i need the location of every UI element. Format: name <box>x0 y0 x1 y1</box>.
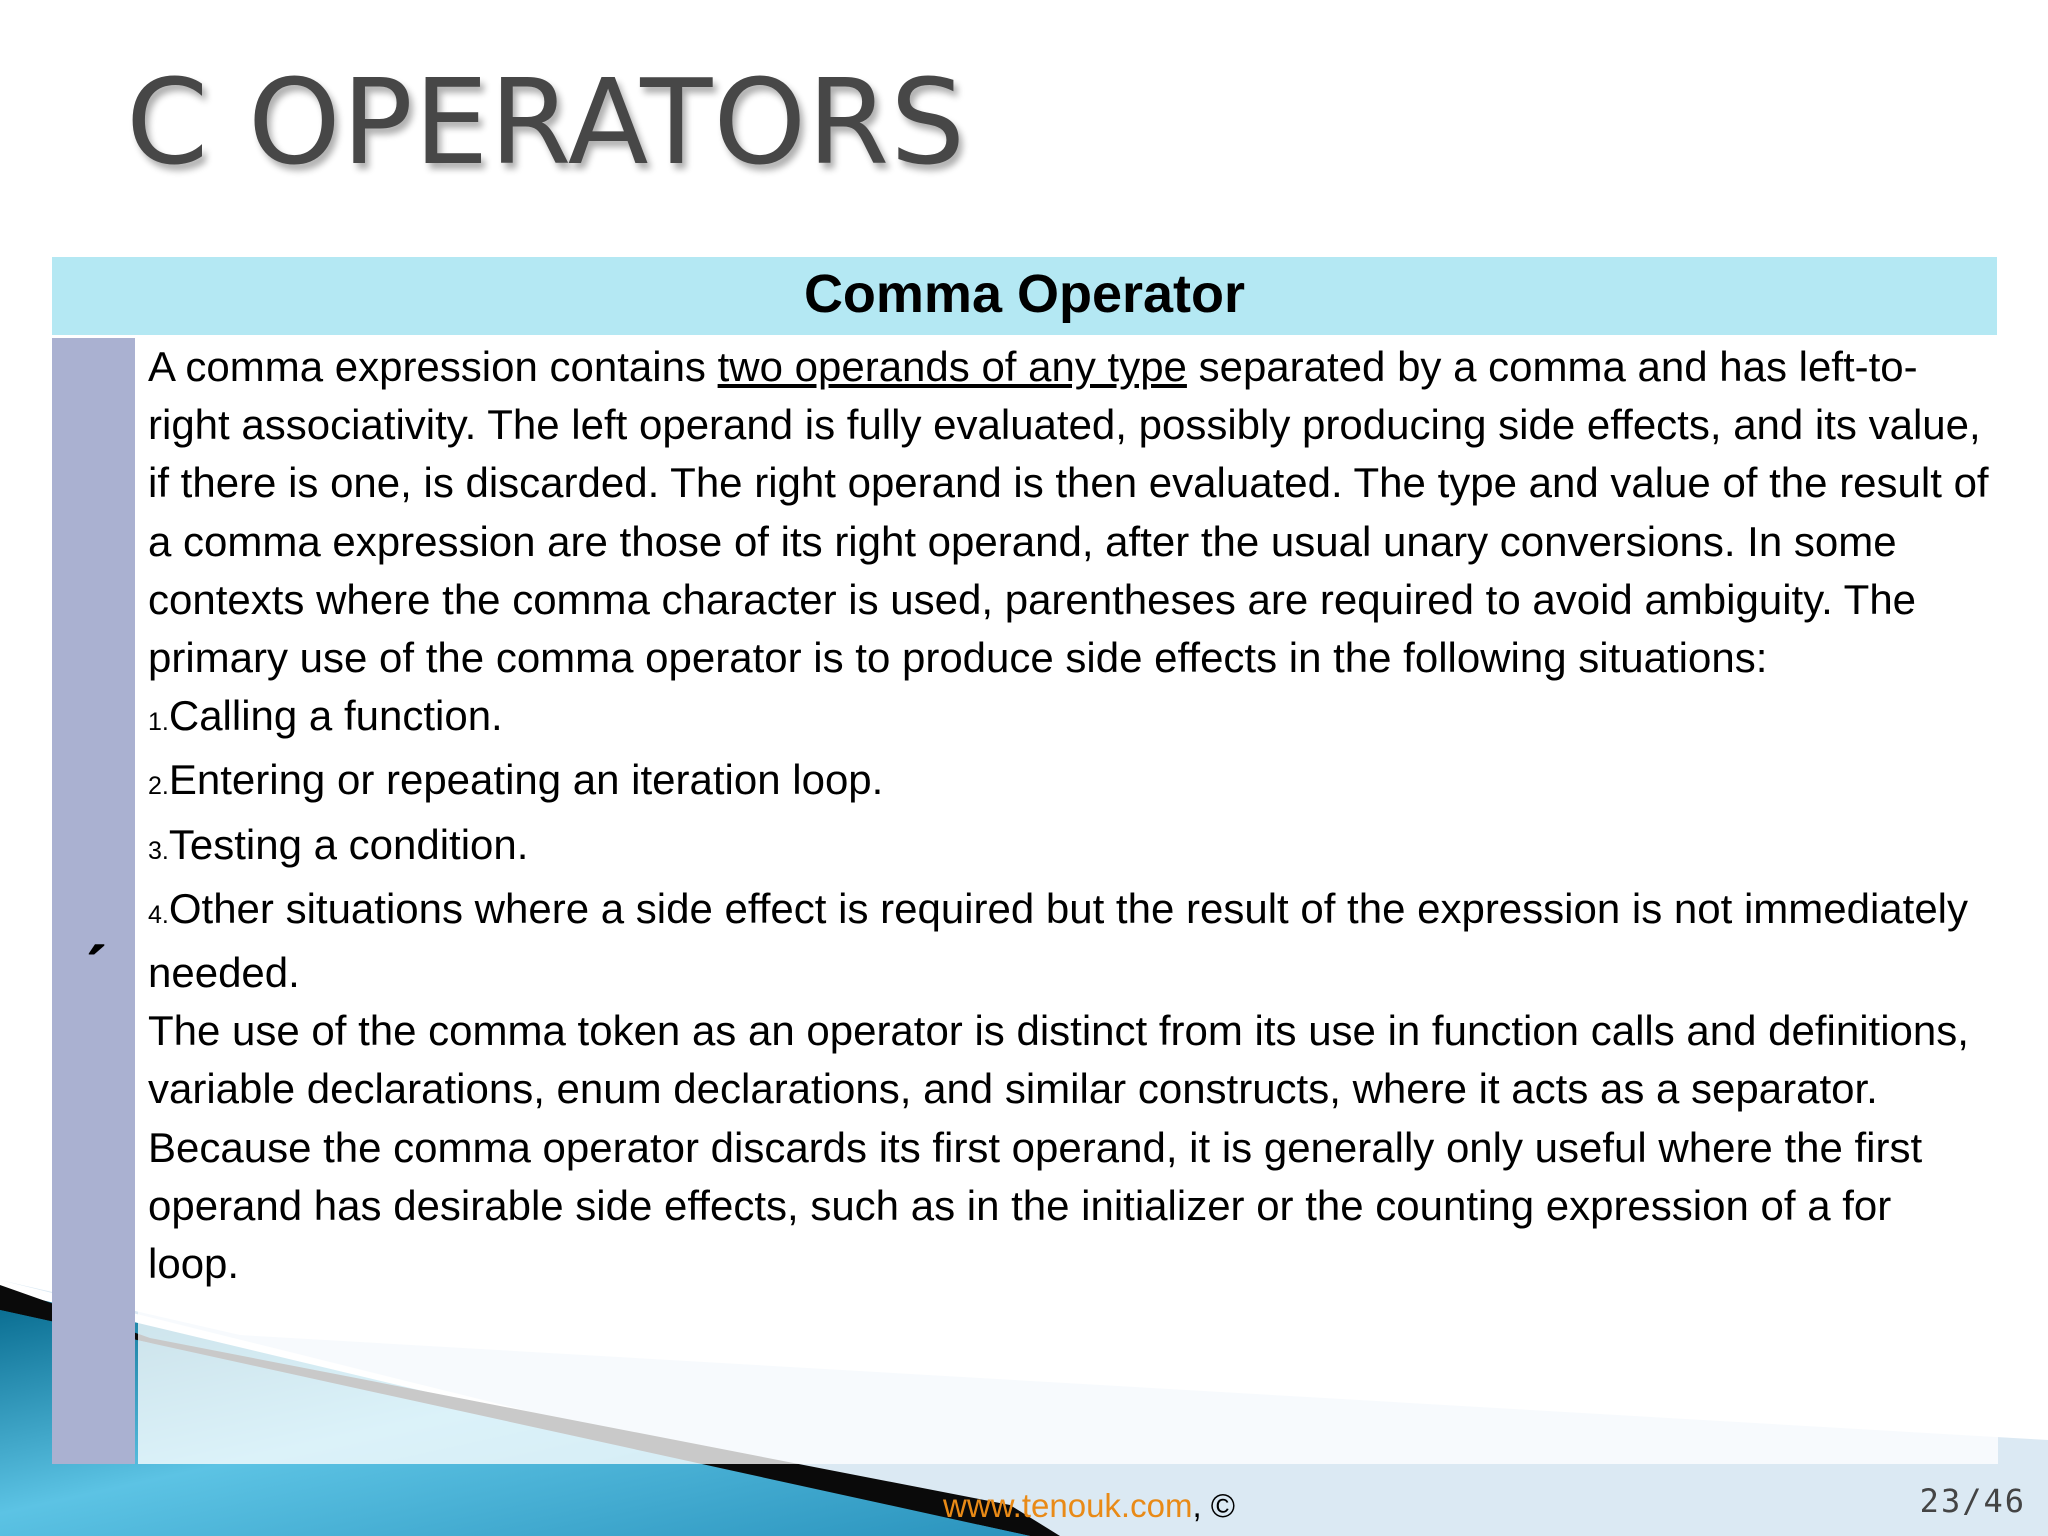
table-header-comma-operator: Comma Operator <box>52 257 1997 335</box>
list-item: 4.Other situations where a side effect is required but the result of the expression is not immediately needed. <box>148 884 1969 997</box>
page-number: 23/46 <box>1919 1482 2026 1520</box>
separator-paragraph: The use of the comma token as an operator is distinct from its use in function calls and definitions, variable declarations, enum declarations, and similar constructs, where it acts as a separator. <box>148 1007 1969 1113</box>
operator-symbol-cell <box>52 338 135 1464</box>
list-item: 2.Entering or repeating an iteration loop. <box>148 756 884 804</box>
comma-operator-symbol: ˏ <box>82 873 107 956</box>
slide-title: C OPERATORS <box>126 53 967 191</box>
underlined-phrase: two operands of any type <box>717 343 1187 390</box>
usage-paragraph: Because the comma operator discards its first operand, it is generally only useful where the first operand has desirable side effects, such as in the initializer or the counting expression of a for loop. <box>148 1123 1923 1288</box>
description-text <box>148 338 1993 1293</box>
description-cell <box>138 338 1998 1464</box>
copyright-mark: , © <box>1192 1487 1236 1524</box>
footer-credit <box>943 1487 1235 1525</box>
tenouk-link[interactable]: www.tenouk.com <box>943 1487 1193 1524</box>
list-item: 3.Testing a condition. <box>148 820 529 868</box>
list-item: 1.Calling a function. <box>148 692 503 740</box>
intro-paragraph: A comma expression contains two operands of any type separated by a comma and has left-to-right associativity. The left operand is fully evaluated, possibly producing side effects, and its value, if there is one, is discarded. The right operand is then evaluated. The type and value of the result of a comma expression are those of its right operand, after the usual unary conversions. In some contexts where the comma character is used, parentheses are required to avoid ambiguity. The primary use of the comma operator is to produce side effects in the following situations: <box>148 343 1989 682</box>
